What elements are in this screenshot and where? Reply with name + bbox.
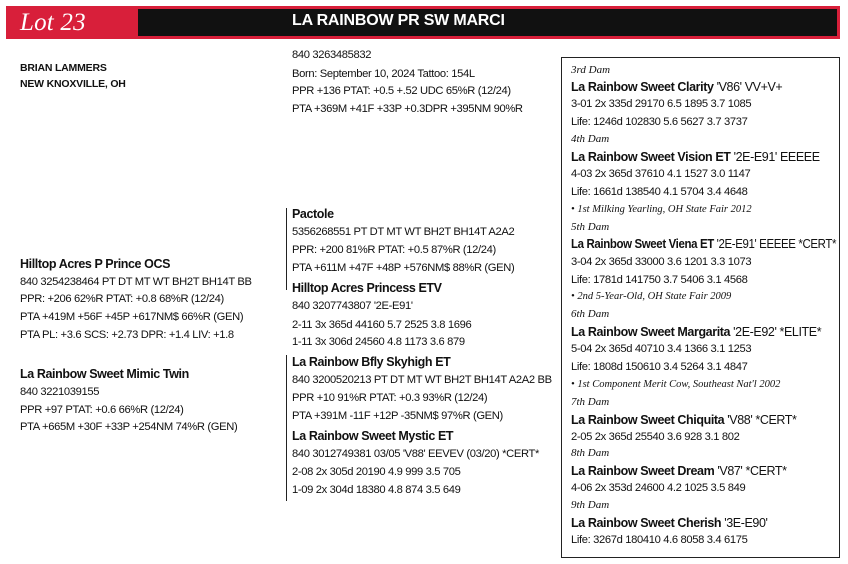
- sire-line: PPR: +206 62%R PTAT: +0.8 68%R (12/24): [20, 293, 224, 305]
- dam-name: La Rainbow Sweet Mimic Twin: [20, 367, 189, 381]
- dam-line: 840 3221039155: [20, 386, 100, 398]
- dam-sire-line: PTA +391M -11F +12P -35NM$ 97%R (GEN): [292, 410, 503, 422]
- subject-pta: PTA +369M +41F +33P +0.3DPR +395NM 90%R: [292, 103, 523, 115]
- sire-name: Hilltop Acres P Prince OCS: [20, 257, 171, 271]
- dam-dam-name: La Rainbow Sweet Mystic ET: [292, 429, 454, 443]
- sire-line: PTA PL: +3.6 SCS: +2.73 DPR: +1.4 LIV: +1.8: [20, 329, 234, 341]
- subject-id: 840 3263485832: [292, 49, 372, 61]
- ancestor-record: Life: 1808d 150610 3.4 5264 3.1 4847: [571, 361, 748, 373]
- lot-number: Lot 23: [20, 9, 86, 36]
- sire-line: 840 3254238464 PT DT MT WT BH2T BH14T BB: [20, 276, 252, 288]
- subject-ppr: PPR +136 PTAT: +0.5 +.52 UDC 65%R (12/24): [292, 85, 511, 97]
- ancestor-record: Life: 1246d 102830 5.6 5627 3.7 3737: [571, 116, 748, 128]
- ancestor-record: 4-06 2x 353d 24600 4.2 1025 3.5 849: [571, 482, 746, 494]
- ancestor-name: La Rainbow Sweet Cherish '3E-E90': [571, 516, 768, 530]
- sire-sire-line: 5356268551 PT DT MT WT BH2T BH14T A2A2: [292, 226, 515, 238]
- ancestor-record: 3-04 2x 365d 33000 3.6 1201 3.3 1073: [571, 256, 752, 268]
- dam-line: PTA +665M +30F +33P +254NM 74%R (GEN): [20, 421, 238, 433]
- show-note: • 1st Component Merit Cow, Southeast Nat'l 2002: [571, 379, 781, 390]
- show-note: • 1st Milking Yearling, OH State Fair 2012: [571, 204, 752, 215]
- ancestor-name: La Rainbow Sweet Dream 'V87' *CERT*: [571, 464, 787, 478]
- ancestor-name: La Rainbow Sweet Margarita '2E-E92' *ELITE*: [571, 325, 822, 339]
- ancestor-record: Life: 1661d 138540 4.1 5704 3.4 4648: [571, 186, 748, 198]
- dam-bracket: [286, 355, 287, 501]
- dam-sire-name: La Rainbow Bfly Skyhigh ET: [292, 355, 451, 369]
- dam-dam-line: 2-08 2x 305d 20190 4.9 999 3.5 705: [292, 466, 461, 478]
- animal-title: LA RAINBOW PR SW MARCI: [292, 12, 505, 29]
- sire-sire-line: PTA +611M +47F +48P +576NM$ 88%R (GEN): [292, 262, 515, 274]
- owner-name: BRIAN LAMMERS: [20, 62, 107, 74]
- sire-dam-name: Hilltop Acres Princess ETV: [292, 281, 442, 295]
- sire-dam-line: 2-11 3x 365d 44160 5.7 2525 3.8 1696: [292, 319, 472, 331]
- owner-location: NEW KNOXVILLE, OH: [20, 78, 126, 90]
- ancestor-record: 5-04 2x 365d 40710 3.4 1366 3.1 1253: [571, 343, 752, 355]
- dam-label: 5th Dam: [571, 221, 610, 233]
- ancestor-record: 3-01 2x 335d 29170 6.5 1895 3.7 1085: [571, 98, 752, 110]
- sire-sire-line: PPR: +200 81%R PTAT: +0.5 87%R (12/24): [292, 244, 496, 256]
- dam-sire-line: 840 3200520213 PT DT MT WT BH2T BH14T A2A2 BB: [292, 374, 552, 386]
- dam-label: 8th Dam: [571, 447, 610, 459]
- sire-sire-name: Pactole: [292, 207, 334, 221]
- dam-line: PPR +97 PTAT: +0.6 66%R (12/24): [20, 404, 184, 416]
- ancestor-record: 2-05 2x 365d 25540 3.6 928 3.1 802: [571, 431, 740, 443]
- ancestor-name: La Rainbow Sweet Chiquita 'V88' *CERT*: [571, 413, 797, 427]
- dam-dam-line: 1-09 2x 304d 18380 4.8 874 3.5 649: [292, 484, 461, 496]
- dam-label: 4th Dam: [571, 133, 610, 145]
- dam-label: 6th Dam: [571, 308, 610, 320]
- ancestor-record: 4-03 2x 365d 37610 4.1 1527 3.0 1147: [571, 168, 751, 180]
- dam-label: 9th Dam: [571, 499, 610, 511]
- ancestor-record: Life: 1781d 141750 3.7 5406 3.1 4568: [571, 274, 748, 286]
- sire-line: PTA +419M +56F +45P +617NM$ 66%R (GEN): [20, 311, 244, 323]
- show-note: • 2nd 5-Year-Old, OH State Fair 2009: [571, 291, 732, 302]
- sire-dam-line: 1-11 3x 306d 24560 4.8 1173 3.6 879: [292, 336, 465, 348]
- ancestor-name: La Rainbow Sweet Viena ET '2E-E91' EEEEE *CERT*: [571, 237, 837, 251]
- dam-label: 3rd Dam: [571, 64, 611, 76]
- lot-badge: [6, 6, 138, 39]
- sire-bracket: [286, 208, 287, 290]
- ancestor-name: La Rainbow Sweet Clarity 'V86' VV+V+: [571, 80, 783, 94]
- ancestor-record: Life: 3267d 180410 4.6 8058 3.4 6175: [571, 534, 748, 546]
- dam-sire-line: PPR +10 91%R PTAT: +0.3 93%R (12/24): [292, 392, 488, 404]
- sire-dam-line: 840 3207743807 '2E-E91': [292, 300, 413, 312]
- ancestor-name: La Rainbow Sweet Vision ET '2E-E91' EEEEE: [571, 150, 820, 164]
- dam-dam-line: 840 3012749381 03/05 'V88' EEVEV (03/20) *CERT*: [292, 448, 539, 460]
- dam-label: 7th Dam: [571, 396, 610, 408]
- subject-born: Born: September 10, 2024 Tattoo: 154L: [292, 68, 475, 80]
